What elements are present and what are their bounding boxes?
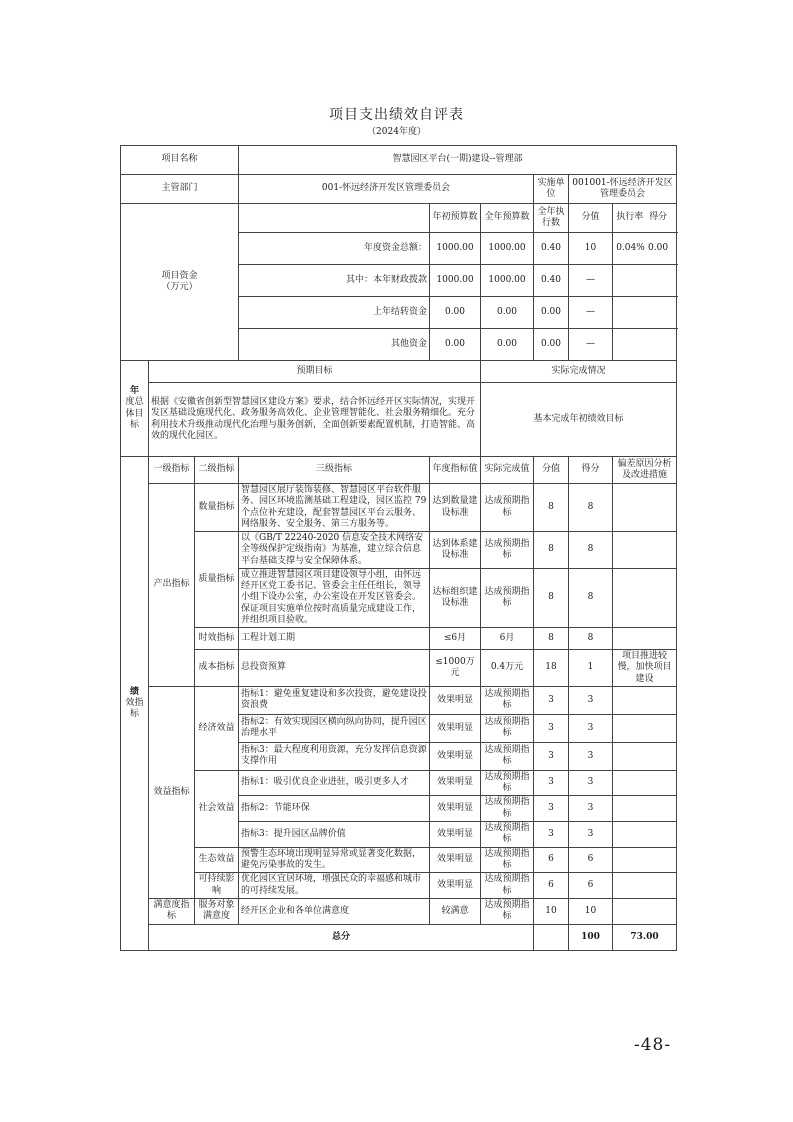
score-value: 1	[569, 650, 613, 687]
weight-value: 3	[534, 714, 569, 742]
score-value: 3	[569, 796, 613, 822]
goal-side-label	[121, 361, 149, 457]
deviation-note	[613, 898, 677, 924]
indicator-side-label-bold: 绩	[129, 686, 139, 697]
target-value: 效果明显	[430, 847, 481, 873]
funds-header-weight: 分值	[569, 204, 613, 233]
target-value: 达到数量建设标准	[430, 484, 481, 532]
total-blank	[534, 924, 569, 950]
project-name-row	[121, 146, 677, 175]
score-value: 8	[569, 532, 613, 569]
weight-value: 3	[534, 742, 569, 770]
actual-value: 达成预期指标	[481, 847, 534, 873]
deviation-note	[613, 714, 677, 742]
level3-text: 指标2：节能环保	[239, 796, 430, 822]
weight-value: 8	[534, 484, 569, 532]
score-value: 6	[569, 847, 613, 873]
indicator-row	[121, 873, 677, 899]
weight-value: 18	[534, 650, 569, 687]
level2-service-object: 服务对象满意度	[195, 898, 239, 924]
funds-row-executed: 0.00	[534, 297, 569, 329]
funds-row-rate-score	[613, 329, 677, 361]
deviation-note	[613, 484, 677, 532]
deviation-note	[613, 796, 677, 822]
goal-header-row	[121, 361, 677, 383]
weight-value: 8	[534, 628, 569, 650]
actual-value: 达成预期指标	[481, 898, 534, 924]
score-value: 6	[569, 873, 613, 899]
funds-row-rate-score	[613, 265, 677, 297]
implementing-unit-value: 001001-怀远经济开发区管理委员会	[569, 175, 677, 204]
indicator-row	[121, 686, 677, 714]
weight-value: 3	[534, 821, 569, 847]
header-score: 得分	[569, 457, 613, 484]
actual-value: 达成预期指标	[481, 532, 534, 569]
score-value: 8	[569, 628, 613, 650]
actual-value: 达成预期指标	[481, 742, 534, 770]
actual-value: 达成预期指标	[481, 714, 534, 742]
deviation-note	[613, 686, 677, 714]
funds-row-annual: 1000.00	[481, 265, 534, 297]
funds-row-executed: 0.00	[534, 329, 569, 361]
target-value: 效果明显	[430, 873, 481, 899]
indicator-row	[121, 532, 677, 569]
department-value: 001-怀远经济开发区管理委员会	[239, 175, 534, 204]
weight-value: 3	[534, 796, 569, 822]
level3-text: 优化园区宜居环境，增强民众的幸福感和城市的可持续发展。	[239, 873, 430, 899]
header-deviation: 偏差原因分析及改进措施	[613, 457, 677, 484]
level3-text: 总投资预算	[239, 650, 430, 687]
page-number: -48-	[634, 1035, 672, 1055]
funds-row-label: 其中：本年财政拨款	[239, 265, 430, 297]
document-subtitle: （2024年度）	[367, 127, 426, 137]
funds-header-blank	[239, 204, 430, 233]
goal-content-row	[121, 383, 677, 457]
weight-value: 10	[534, 898, 569, 924]
target-value: 达到体系建设标准	[430, 532, 481, 569]
weight-value: 8	[534, 568, 569, 627]
target-value: 较满意	[430, 898, 481, 924]
score-value: 3	[569, 742, 613, 770]
goal-actual-header: 实际完成情况	[481, 361, 677, 383]
goal-side-label-rest: 度总体目标	[125, 397, 144, 430]
funds-row-initial: 0.00	[430, 329, 481, 361]
target-value: ≤6月	[430, 628, 481, 650]
implementing-unit-label: 实施单位	[534, 175, 569, 204]
actual-value: 达成预期指标	[481, 770, 534, 796]
performance-table	[120, 145, 677, 951]
deviation-note	[613, 770, 677, 796]
funds-header-exec-rate-score	[613, 204, 677, 233]
level3-text: 指标1：避免重复建设和多次投资，避免建设投资浪费	[239, 686, 430, 714]
weight-value: 8	[534, 532, 569, 569]
target-value: 效果明显	[430, 714, 481, 742]
document-title: 项目支出绩效自评表	[329, 107, 464, 123]
total-row	[121, 924, 677, 950]
department-row	[121, 175, 677, 204]
actual-value: 达成预期指标	[481, 568, 534, 627]
funds-row-executed: 0.40	[534, 233, 569, 265]
target-value: ≤1000万元	[430, 650, 481, 687]
weight-value: 6	[534, 873, 569, 899]
weight-value: 6	[534, 847, 569, 873]
funds-header-annual: 全年预算数	[481, 204, 534, 233]
funds-row-initial: 0.00	[430, 297, 481, 329]
level3-text: 以《GB/T 22240-2020 信息安全技术网络安全等级保护定级指南》为基准，建立综合信息平台基础支撑与安全保障体系。	[239, 532, 430, 569]
funds-row-executed: 0.40	[534, 265, 569, 297]
funds-header-score: 得分	[649, 212, 668, 223]
indicator-row	[121, 847, 677, 873]
level2-cost: 成本指标	[195, 650, 239, 687]
indicator-side-label-rest: 效指标	[125, 697, 144, 719]
funds-row-weight: —	[569, 265, 613, 297]
actual-value: 0.4万元	[481, 650, 534, 687]
level2-timeliness: 时效指标	[195, 628, 239, 650]
header-level3: 三级指标	[239, 457, 430, 484]
actual-value: 6月	[481, 628, 534, 650]
indicator-side-label	[121, 457, 149, 951]
actual-value: 达成预期指标	[481, 686, 534, 714]
total-weight: 100	[569, 924, 613, 950]
deviation-note	[613, 628, 677, 650]
goal-actual-text: 基本完成年初绩效目标	[481, 383, 677, 457]
project-name-value: 智慧园区平台(一期)建设--管理部	[239, 146, 677, 175]
total-score: 73.00	[613, 924, 677, 950]
level3-text: 成立推进智慧园区项目建设领导小组，由怀远经开区党工委书记、管委会主任任组长，领导小组下设办公室，办公室设在开发区管委会。保证项目实施单位按时高质量完成建设工作，并组织项目验收。	[239, 568, 430, 627]
level2-ecological: 生态效益	[195, 847, 239, 873]
funds-row-label: 其他资金	[239, 329, 430, 361]
funds-row-annual: 1000.00	[481, 233, 534, 265]
indicator-header-row	[121, 457, 677, 484]
deviation-note	[613, 847, 677, 873]
funds-row-label: 年度资金总额：	[239, 233, 430, 265]
header-actual: 实际完成值	[481, 457, 534, 484]
level2-sustainable: 可持续影响	[195, 873, 239, 899]
funds-row-weight: —	[569, 329, 613, 361]
score-value: 8	[569, 568, 613, 627]
funds-row-weight: 10	[569, 233, 613, 265]
level2-quality: 质量指标	[195, 532, 239, 628]
actual-value: 达成预期指标	[481, 873, 534, 899]
funds-row-annual: 0.00	[481, 329, 534, 361]
deviation-note	[613, 873, 677, 899]
funds-row-label: 上年结转资金	[239, 297, 430, 329]
level2-economic: 经济效益	[195, 686, 239, 770]
funds-row-rate-score	[613, 297, 677, 329]
level3-text: 智慧园区展厅装饰装修、智慧园区平台软件服务、园区环境监测基础工程建设，园区监控 79 个点位补充建设，配套智慧园区平台云服务、网络服务、安全服务、第三方服务等。	[239, 484, 430, 532]
total-label: 总分	[149, 924, 534, 950]
score-value: 3	[569, 686, 613, 714]
actual-value: 达成预期指标	[481, 796, 534, 822]
actual-value: 达成预期指标	[481, 821, 534, 847]
indicator-row	[121, 770, 677, 796]
score-value: 8	[569, 484, 613, 532]
level3-text: 指标1：吸引优良企业进驻，吸引更多人才	[239, 770, 430, 796]
level3-text: 指标2：有效实现园区横向纵向协同，提升园区治理水平	[239, 714, 430, 742]
weight-value: 3	[534, 770, 569, 796]
header-weight: 分值	[534, 457, 569, 484]
target-value: 效果明显	[430, 686, 481, 714]
deviation-note	[613, 532, 677, 569]
score-value: 10	[569, 898, 613, 924]
target-value: 达标组织建设标准	[430, 568, 481, 627]
funds-header-exec-rate: 执行率	[616, 212, 644, 223]
header-level2: 二级指标	[195, 457, 239, 484]
level3-text: 经开区企业和各单位满意度	[239, 898, 430, 924]
deviation-note	[613, 742, 677, 770]
deviation-note: 项目推进较慢，加快项目建设	[613, 650, 677, 687]
level3-text: 指标3：最大程度利用资源，充分发挥信息资源支撑作用	[239, 742, 430, 770]
deviation-note	[613, 821, 677, 847]
funds-header-row	[121, 204, 677, 233]
target-value: 效果明显	[430, 821, 481, 847]
header-target: 年度指标值	[430, 457, 481, 484]
level2-social: 社会效益	[195, 770, 239, 847]
score-value: 3	[569, 770, 613, 796]
level3-text: 指标3：提升园区品牌价值	[239, 821, 430, 847]
level1-satisfaction: 满意度指标	[149, 898, 195, 924]
header-level1: 一级指标	[149, 457, 195, 484]
level2-quantity: 数量指标	[195, 484, 239, 532]
deviation-note	[613, 568, 677, 627]
score-value: 3	[569, 821, 613, 847]
indicator-row	[121, 650, 677, 687]
department-label: 主管部门	[121, 175, 239, 204]
funds-row-initial: 1000.00	[430, 265, 481, 297]
actual-value: 达成预期指标	[481, 484, 534, 532]
funds-row-weight: —	[569, 297, 613, 329]
indicator-row	[121, 898, 677, 924]
level3-text: 预警生态环境出现明显异常或显著变化数据，避免污染事故的发生。	[239, 847, 430, 873]
funds-row-rate-score	[613, 233, 677, 265]
weight-value: 3	[534, 686, 569, 714]
target-value: 效果明显	[430, 770, 481, 796]
target-value: 效果明显	[430, 796, 481, 822]
goal-side-label-bold: 年	[129, 386, 139, 396]
funds-label-line2: （万元）	[161, 282, 198, 292]
funds-header-initial: 年初预算数	[430, 204, 481, 233]
level1-benefit: 效益指标	[149, 686, 195, 898]
goal-expected-text: 根据《安徽省创新型智慧园区建设方案》要求，结合怀远经开区实际情况，实现开发区基础设施现代化、政务服务高效化、企业管理智能化、社会服务精细化。充分利用技术升级推动现代化治理与服务创新，全面创新要素配置机制，打造智能、高效的现代化园区。	[149, 383, 481, 457]
level1-output: 产出指标	[149, 484, 195, 687]
indicator-row	[121, 484, 677, 532]
funds-row-exec-rate: 0.04%	[616, 242, 645, 253]
funds-header-executed: 全年执行数	[534, 204, 569, 233]
funds-label	[121, 204, 239, 361]
project-name-label: 项目名称	[121, 146, 239, 175]
score-value: 3	[569, 714, 613, 742]
funds-row-annual: 0.00	[481, 297, 534, 329]
funds-row-score: 0.00	[648, 242, 669, 253]
indicator-row	[121, 628, 677, 650]
goal-expected-header: 预期目标	[149, 361, 481, 383]
target-value: 效果明显	[430, 742, 481, 770]
funds-row-initial: 1000.00	[430, 233, 481, 265]
level3-text: 工程计划工期	[239, 628, 430, 650]
funds-label-line1: 项目资金	[161, 270, 198, 281]
